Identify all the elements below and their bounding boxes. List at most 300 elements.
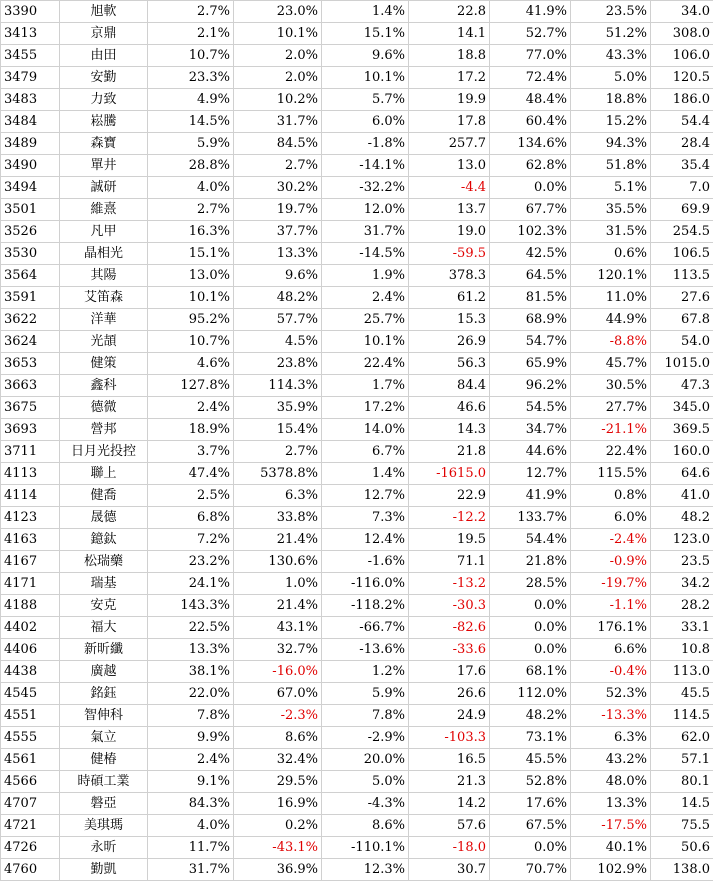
metric-5-cell: 21.8% (490, 551, 571, 573)
metric-4-cell: 21.3 (409, 771, 490, 793)
table-row (1, 397, 713, 419)
metric-1-cell: 4.0% (148, 177, 234, 199)
metric-6-cell: 35.5% (571, 199, 651, 221)
table-row (1, 705, 713, 727)
metric-4-cell: 19.0 (409, 221, 490, 243)
metric-3-cell: -66.7% (322, 617, 409, 639)
metric-5-cell: 64.5% (490, 265, 571, 287)
metric-6-cell: 11.0% (571, 287, 651, 309)
metric-4-cell: 378.3 (409, 265, 490, 287)
metric-4-cell: 61.2 (409, 287, 490, 309)
metric-7-cell: 80.1 (651, 771, 713, 793)
metric-2-cell: -2.3% (234, 705, 322, 727)
metric-5-cell: 41.9% (490, 1, 571, 23)
metric-3-cell: 10.1% (322, 331, 409, 353)
metric-6-cell: 43.3% (571, 45, 651, 67)
stock-code-cell: 3693 (1, 419, 60, 441)
stock-code-cell: 4438 (1, 661, 60, 683)
metric-1-cell: 4.6% (148, 353, 234, 375)
table-row (1, 1, 713, 23)
metric-5-cell: 45.5% (490, 749, 571, 771)
metric-2-cell: 16.9% (234, 793, 322, 815)
metric-1-cell: 7.8% (148, 705, 234, 727)
metric-4-cell: 30.7 (409, 859, 490, 881)
stock-name-cell: 鑫科 (60, 375, 148, 397)
metric-4-cell: -103.3 (409, 727, 490, 749)
metric-6-cell: 6.3% (571, 727, 651, 749)
stock-code-cell: 4707 (1, 793, 60, 815)
metric-4-cell: 22.9 (409, 485, 490, 507)
metric-2-cell: 13.3% (234, 243, 322, 265)
metric-4-cell: -12.2 (409, 507, 490, 529)
metric-5-cell: 81.5% (490, 287, 571, 309)
metric-5-cell: 54.7% (490, 331, 571, 353)
metric-6-cell: 30.5% (571, 375, 651, 397)
metric-7-cell: 10.8 (651, 639, 713, 661)
table-row (1, 287, 713, 309)
metric-2-cell: 10.1% (234, 23, 322, 45)
metric-3-cell: 20.0% (322, 749, 409, 771)
metric-1-cell: 95.2% (148, 309, 234, 331)
metric-1-cell: 127.8% (148, 375, 234, 397)
metric-5-cell: 77.0% (490, 45, 571, 67)
table-row (1, 507, 713, 529)
metric-4-cell: 18.8 (409, 45, 490, 67)
stock-code-cell: 4123 (1, 507, 60, 529)
metric-5-cell: 72.4% (490, 67, 571, 89)
stock-code-cell: 4721 (1, 815, 60, 837)
metric-4-cell: 57.6 (409, 815, 490, 837)
metric-1-cell: 9.1% (148, 771, 234, 793)
metric-7-cell: 45.5 (651, 683, 713, 705)
metric-5-cell: 12.7% (490, 463, 571, 485)
metric-1-cell: 2.7% (148, 199, 234, 221)
stock-name-cell: 健喬 (60, 485, 148, 507)
metric-5-cell: 0.0% (490, 837, 571, 859)
metric-6-cell: -21.1% (571, 419, 651, 441)
metric-7-cell: 28.4 (651, 133, 713, 155)
metric-7-cell: 254.5 (651, 221, 713, 243)
metric-3-cell: 12.3% (322, 859, 409, 881)
metric-6-cell: -13.3% (571, 705, 651, 727)
metric-6-cell: 22.4% (571, 441, 651, 463)
stock-code-cell: 4188 (1, 595, 60, 617)
metric-1-cell: 22.0% (148, 683, 234, 705)
metric-5-cell: 48.2% (490, 705, 571, 727)
metric-7-cell: 308.0 (651, 23, 713, 45)
metric-6-cell: -0.9% (571, 551, 651, 573)
stock-name-cell: 銘鈺 (60, 683, 148, 705)
metric-4-cell: 19.5 (409, 529, 490, 551)
metric-6-cell: 44.9% (571, 309, 651, 331)
metric-4-cell: 13.7 (409, 199, 490, 221)
metric-5-cell: 52.8% (490, 771, 571, 793)
stock-name-cell: 永昕 (60, 837, 148, 859)
table-row (1, 727, 713, 749)
metric-6-cell: -19.7% (571, 573, 651, 595)
table-row (1, 771, 713, 793)
metric-2-cell: 36.9% (234, 859, 322, 881)
table-row (1, 265, 713, 287)
metric-1-cell: 2.4% (148, 397, 234, 419)
metric-3-cell: 1.4% (322, 463, 409, 485)
metric-6-cell: 18.8% (571, 89, 651, 111)
metric-3-cell: -4.3% (322, 793, 409, 815)
metric-2-cell: 33.8% (234, 507, 322, 529)
metric-1-cell: 22.5% (148, 617, 234, 639)
metric-3-cell: 1.7% (322, 375, 409, 397)
metric-2-cell: -43.1% (234, 837, 322, 859)
metric-6-cell: -0.4% (571, 661, 651, 683)
metric-7-cell: 7.0 (651, 177, 713, 199)
stock-name-cell: 森寶 (60, 133, 148, 155)
metric-4-cell: -33.6 (409, 639, 490, 661)
stock-code-cell: 3711 (1, 441, 60, 463)
metric-1-cell: 23.2% (148, 551, 234, 573)
stock-code-cell: 4402 (1, 617, 60, 639)
stock-code-cell: 4551 (1, 705, 60, 727)
stock-name-cell: 單井 (60, 155, 148, 177)
metric-7-cell: 1015.0 (651, 353, 713, 375)
metric-1-cell: 2.7% (148, 1, 234, 23)
table-row (1, 111, 713, 133)
metric-3-cell: 12.0% (322, 199, 409, 221)
stock-code-cell: 3675 (1, 397, 60, 419)
table-row (1, 793, 713, 815)
table-row (1, 199, 713, 221)
stock-name-cell: 氣立 (60, 727, 148, 749)
metric-7-cell: 345.0 (651, 397, 713, 419)
stock-code-cell: 4561 (1, 749, 60, 771)
stock-name-cell: 智伸科 (60, 705, 148, 727)
stock-name-cell: 旭軟 (60, 1, 148, 23)
stock-code-cell: 3591 (1, 287, 60, 309)
metric-2-cell: 84.5% (234, 133, 322, 155)
metric-7-cell: 28.2 (651, 595, 713, 617)
metric-7-cell: 138.0 (651, 859, 713, 881)
metric-7-cell: 369.5 (651, 419, 713, 441)
metric-3-cell: 12.7% (322, 485, 409, 507)
metric-1-cell: 2.1% (148, 23, 234, 45)
table-row (1, 617, 713, 639)
metric-1-cell: 38.1% (148, 661, 234, 683)
metric-1-cell: 18.9% (148, 419, 234, 441)
metric-2-cell: 48.2% (234, 287, 322, 309)
table-row (1, 133, 713, 155)
metric-7-cell: 106.0 (651, 45, 713, 67)
metric-3-cell: 1.4% (322, 1, 409, 23)
stock-name-cell: 健椿 (60, 749, 148, 771)
metric-6-cell: 120.1% (571, 265, 651, 287)
stock-code-cell: 4566 (1, 771, 60, 793)
metric-1-cell: 13.0% (148, 265, 234, 287)
metric-2-cell: 9.6% (234, 265, 322, 287)
stock-code-cell: 3622 (1, 309, 60, 331)
metric-1-cell: 11.7% (148, 837, 234, 859)
metric-1-cell: 16.3% (148, 221, 234, 243)
metric-7-cell: 54.4 (651, 111, 713, 133)
metric-5-cell: 41.9% (490, 485, 571, 507)
metric-2-cell: 23.0% (234, 1, 322, 23)
metric-5-cell: 65.9% (490, 353, 571, 375)
stock-name-cell: 松瑞藥 (60, 551, 148, 573)
metric-5-cell: 17.6% (490, 793, 571, 815)
metric-7-cell: 47.3 (651, 375, 713, 397)
metric-1-cell: 10.7% (148, 331, 234, 353)
metric-6-cell: 0.8% (571, 485, 651, 507)
metric-2-cell: 114.3% (234, 375, 322, 397)
metric-1-cell: 15.1% (148, 243, 234, 265)
metric-2-cell: 2.7% (234, 441, 322, 463)
table-row (1, 661, 713, 683)
metric-4-cell: 26.9 (409, 331, 490, 353)
metric-6-cell: 176.1% (571, 617, 651, 639)
table-row (1, 639, 713, 661)
metric-4-cell: 16.5 (409, 749, 490, 771)
metric-6-cell: 48.0% (571, 771, 651, 793)
metric-6-cell: 5.0% (571, 67, 651, 89)
table-row (1, 155, 713, 177)
metric-3-cell: 8.6% (322, 815, 409, 837)
stock-name-cell: 勤凱 (60, 859, 148, 881)
metric-1-cell: 5.9% (148, 133, 234, 155)
metric-4-cell: -82.6 (409, 617, 490, 639)
metric-1-cell: 6.8% (148, 507, 234, 529)
metric-7-cell: 123.0 (651, 529, 713, 551)
metric-7-cell: 67.8 (651, 309, 713, 331)
metric-5-cell: 52.7% (490, 23, 571, 45)
stock-code-cell: 4167 (1, 551, 60, 573)
metric-4-cell: 14.3 (409, 419, 490, 441)
stock-name-cell: 誠研 (60, 177, 148, 199)
metric-1-cell: 7.2% (148, 529, 234, 551)
metric-2-cell: 32.7% (234, 639, 322, 661)
metric-4-cell: 56.3 (409, 353, 490, 375)
metric-7-cell: 106.5 (651, 243, 713, 265)
metric-4-cell: 19.9 (409, 89, 490, 111)
table-row (1, 529, 713, 551)
metric-2-cell: 29.5% (234, 771, 322, 793)
metric-1-cell: 4.0% (148, 815, 234, 837)
metric-4-cell: -18.0 (409, 837, 490, 859)
stock-name-cell: 凡甲 (60, 221, 148, 243)
metric-1-cell: 2.5% (148, 485, 234, 507)
table-row (1, 441, 713, 463)
metric-7-cell: 75.5 (651, 815, 713, 837)
metric-3-cell: -1.6% (322, 551, 409, 573)
stock-name-cell: 磐亞 (60, 793, 148, 815)
stock-name-cell: 新昕纖 (60, 639, 148, 661)
metric-5-cell: 60.4% (490, 111, 571, 133)
metric-1-cell: 2.4% (148, 749, 234, 771)
metric-1-cell: 14.5% (148, 111, 234, 133)
metric-4-cell: -13.2 (409, 573, 490, 595)
stock-code-cell: 3489 (1, 133, 60, 155)
table-row (1, 67, 713, 89)
stock-code-cell: 3479 (1, 67, 60, 89)
metric-4-cell: 14.1 (409, 23, 490, 45)
metric-7-cell: 41.0 (651, 485, 713, 507)
metric-4-cell: 46.6 (409, 397, 490, 419)
metric-5-cell: 0.0% (490, 595, 571, 617)
metric-3-cell: 5.7% (322, 89, 409, 111)
metric-2-cell: 5378.8% (234, 463, 322, 485)
metric-4-cell: 84.4 (409, 375, 490, 397)
table-row (1, 221, 713, 243)
metric-2-cell: 30.2% (234, 177, 322, 199)
metric-3-cell: 15.1% (322, 23, 409, 45)
stock-code-cell: 4545 (1, 683, 60, 705)
metric-3-cell: 1.2% (322, 661, 409, 683)
metric-1-cell: 10.1% (148, 287, 234, 309)
stock-name-cell: 福大 (60, 617, 148, 639)
metric-2-cell: 19.7% (234, 199, 322, 221)
metric-2-cell: 4.5% (234, 331, 322, 353)
stock-name-cell: 崧騰 (60, 111, 148, 133)
metric-2-cell: 23.8% (234, 353, 322, 375)
metric-5-cell: 44.6% (490, 441, 571, 463)
stock-code-cell: 4726 (1, 837, 60, 859)
table-row (1, 683, 713, 705)
metric-4-cell: -30.3 (409, 595, 490, 617)
metric-6-cell: 31.5% (571, 221, 651, 243)
metric-7-cell: 33.1 (651, 617, 713, 639)
metric-7-cell: 113.0 (651, 661, 713, 683)
table-row (1, 243, 713, 265)
metric-7-cell: 64.6 (651, 463, 713, 485)
metric-3-cell: 5.9% (322, 683, 409, 705)
table-row (1, 749, 713, 771)
metric-6-cell: 94.3% (571, 133, 651, 155)
metric-7-cell: 113.5 (651, 265, 713, 287)
stock-name-cell: 由田 (60, 45, 148, 67)
metric-3-cell: 22.4% (322, 353, 409, 375)
metric-3-cell: -14.1% (322, 155, 409, 177)
table-row (1, 45, 713, 67)
stock-code-cell: 3490 (1, 155, 60, 177)
metric-7-cell: 54.0 (651, 331, 713, 353)
stock-code-cell: 3624 (1, 331, 60, 353)
metric-4-cell: 15.3 (409, 309, 490, 331)
stock-name-cell: 維熹 (60, 199, 148, 221)
stock-code-cell: 3564 (1, 265, 60, 287)
metric-6-cell: 51.2% (571, 23, 651, 45)
metric-2-cell: 2.0% (234, 67, 322, 89)
stock-code-cell: 3483 (1, 89, 60, 111)
metric-1-cell: 31.7% (148, 859, 234, 881)
metric-3-cell: -2.9% (322, 727, 409, 749)
stock-code-cell: 4113 (1, 463, 60, 485)
metric-2-cell: 67.0% (234, 683, 322, 705)
metric-7-cell: 50.6 (651, 837, 713, 859)
stock-code-cell: 3494 (1, 177, 60, 199)
metric-6-cell: 43.2% (571, 749, 651, 771)
stock-code-cell: 4114 (1, 485, 60, 507)
metric-6-cell: -8.8% (571, 331, 651, 353)
table-row (1, 177, 713, 199)
metric-6-cell: 115.5% (571, 463, 651, 485)
metric-1-cell: 24.1% (148, 573, 234, 595)
metric-5-cell: 34.7% (490, 419, 571, 441)
stock-code-cell: 3653 (1, 353, 60, 375)
stock-code-cell: 4171 (1, 573, 60, 595)
metric-3-cell: -116.0% (322, 573, 409, 595)
metric-5-cell: 134.6% (490, 133, 571, 155)
stock-name-cell: 安勤 (60, 67, 148, 89)
metric-7-cell: 34.2 (651, 573, 713, 595)
table-row (1, 859, 713, 881)
metric-2-cell: 43.1% (234, 617, 322, 639)
metric-7-cell: 120.5 (651, 67, 713, 89)
stock-name-cell: 時碩工業 (60, 771, 148, 793)
metric-2-cell: 31.7% (234, 111, 322, 133)
stock-code-cell: 4555 (1, 727, 60, 749)
metric-3-cell: -110.1% (322, 837, 409, 859)
metric-7-cell: 34.0 (651, 1, 713, 23)
metric-3-cell: -32.2% (322, 177, 409, 199)
metric-4-cell: 14.2 (409, 793, 490, 815)
metric-3-cell: -1.8% (322, 133, 409, 155)
metric-2-cell: 2.0% (234, 45, 322, 67)
metric-6-cell: 51.8% (571, 155, 651, 177)
metric-4-cell: 257.7 (409, 133, 490, 155)
stock-code-cell: 3530 (1, 243, 60, 265)
stock-name-cell: 光頡 (60, 331, 148, 353)
metric-2-cell: 10.2% (234, 89, 322, 111)
metric-7-cell: 186.0 (651, 89, 713, 111)
stock-code-cell: 3413 (1, 23, 60, 45)
stock-name-cell: 鐿鈦 (60, 529, 148, 551)
table-row (1, 573, 713, 595)
metric-2-cell: 0.2% (234, 815, 322, 837)
metric-2-cell: 57.7% (234, 309, 322, 331)
stock-name-cell: 廣越 (60, 661, 148, 683)
metric-3-cell: -14.5% (322, 243, 409, 265)
metric-4-cell: 22.8 (409, 1, 490, 23)
stock-code-cell: 3455 (1, 45, 60, 67)
metric-7-cell: 35.4 (651, 155, 713, 177)
metric-6-cell: 0.6% (571, 243, 651, 265)
table-row (1, 23, 713, 45)
metric-1-cell: 9.9% (148, 727, 234, 749)
metric-7-cell: 27.6 (651, 287, 713, 309)
metric-4-cell: 17.6 (409, 661, 490, 683)
metric-6-cell: 6.6% (571, 639, 651, 661)
table-row (1, 837, 713, 859)
stock-name-cell: 營邦 (60, 419, 148, 441)
metric-5-cell: 42.5% (490, 243, 571, 265)
metric-2-cell: 32.4% (234, 749, 322, 771)
metric-5-cell: 67.7% (490, 199, 571, 221)
metric-1-cell: 28.8% (148, 155, 234, 177)
table-row (1, 89, 713, 111)
stock-name-cell: 健策 (60, 353, 148, 375)
metric-5-cell: 112.0% (490, 683, 571, 705)
metric-3-cell: 10.1% (322, 67, 409, 89)
metric-2-cell: 8.6% (234, 727, 322, 749)
metric-4-cell: 13.0 (409, 155, 490, 177)
metric-2-cell: 21.4% (234, 529, 322, 551)
table-row (1, 815, 713, 837)
metric-3-cell: 25.7% (322, 309, 409, 331)
metric-1-cell: 13.3% (148, 639, 234, 661)
metric-5-cell: 102.3% (490, 221, 571, 243)
metric-7-cell: 114.5 (651, 705, 713, 727)
metric-1-cell: 47.4% (148, 463, 234, 485)
metric-3-cell: -118.2% (322, 595, 409, 617)
metric-6-cell: 27.7% (571, 397, 651, 419)
metric-6-cell: 23.5% (571, 1, 651, 23)
